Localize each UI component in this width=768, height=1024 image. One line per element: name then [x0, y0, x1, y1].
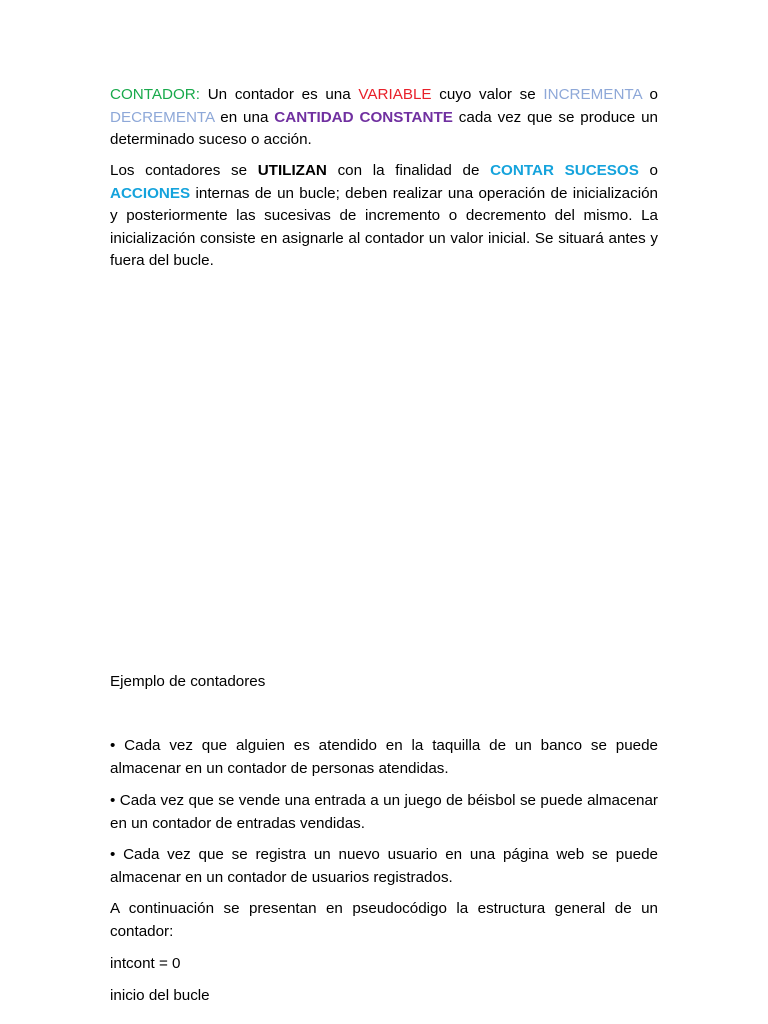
- text-fragment: cada vez que se produce un determinado suceso o acción.: [110, 108, 658, 149]
- term-contador: CONTADOR:: [110, 86, 200, 103]
- text-fragment: cuyo valor se: [431, 86, 544, 103]
- text-fragment: internas de un bucle; deben realizar una operación de inicialización y posteriormente las sucesivas de incremento o decremento del mismo. La inicialización consiste en asignarle al contador un valor inicial. Se situará antes y fuera del bucle.: [110, 184, 658, 270]
- paragraph-contador-definition: [110, 84, 658, 152]
- text-fragment: Un contador es una: [200, 86, 359, 103]
- text-fragment: con la finalidad de: [326, 162, 491, 179]
- bullet-item-usuario-web: • Cada vez que se registra un nuevo usuario en una página web se puede almacenar en un contador de usuarios registrados.: [110, 846, 658, 886]
- code-line-loop-start: inicio del bucle: [110, 987, 210, 1004]
- paragraph-contadores-usage: [110, 160, 658, 273]
- bullet-item-banco: • Cada vez que alguien es atendido en la taquilla de un banco se puede almacenar en un contador de personas atendidas.: [110, 737, 658, 777]
- term-contar-sucesos: CONTAR SUCESOS: [490, 162, 639, 179]
- term-cantidad-constante: CANTIDAD CONSTANTE: [274, 108, 453, 126]
- term-acciones: ACCIONES: [110, 184, 191, 202]
- section-heading-ejemplo: Ejemplo de contadores: [110, 673, 266, 690]
- text-fragment: o: [638, 162, 659, 179]
- text-fragment: o: [641, 86, 659, 103]
- bullet-item-beisbol: • Cada vez que se vende una entrada a un juego de béisbol se puede almacenar en un contador de entradas vendidas.: [110, 792, 658, 832]
- term-variable: VARIABLE: [358, 86, 432, 103]
- term-utilizan: UTILIZAN: [257, 162, 327, 179]
- term-incrementa: INCREMENTA: [543, 86, 642, 103]
- text-fragment: en una: [214, 108, 275, 126]
- code-line-init: intcont = 0: [110, 955, 181, 972]
- text-fragment: Los contadores se: [110, 162, 258, 179]
- term-decrementa: DECREMENTA: [110, 108, 215, 126]
- paragraph-pseudocodigo-intro: A continuación se presentan en pseudocódigo la estructura general de un contador:: [110, 900, 658, 940]
